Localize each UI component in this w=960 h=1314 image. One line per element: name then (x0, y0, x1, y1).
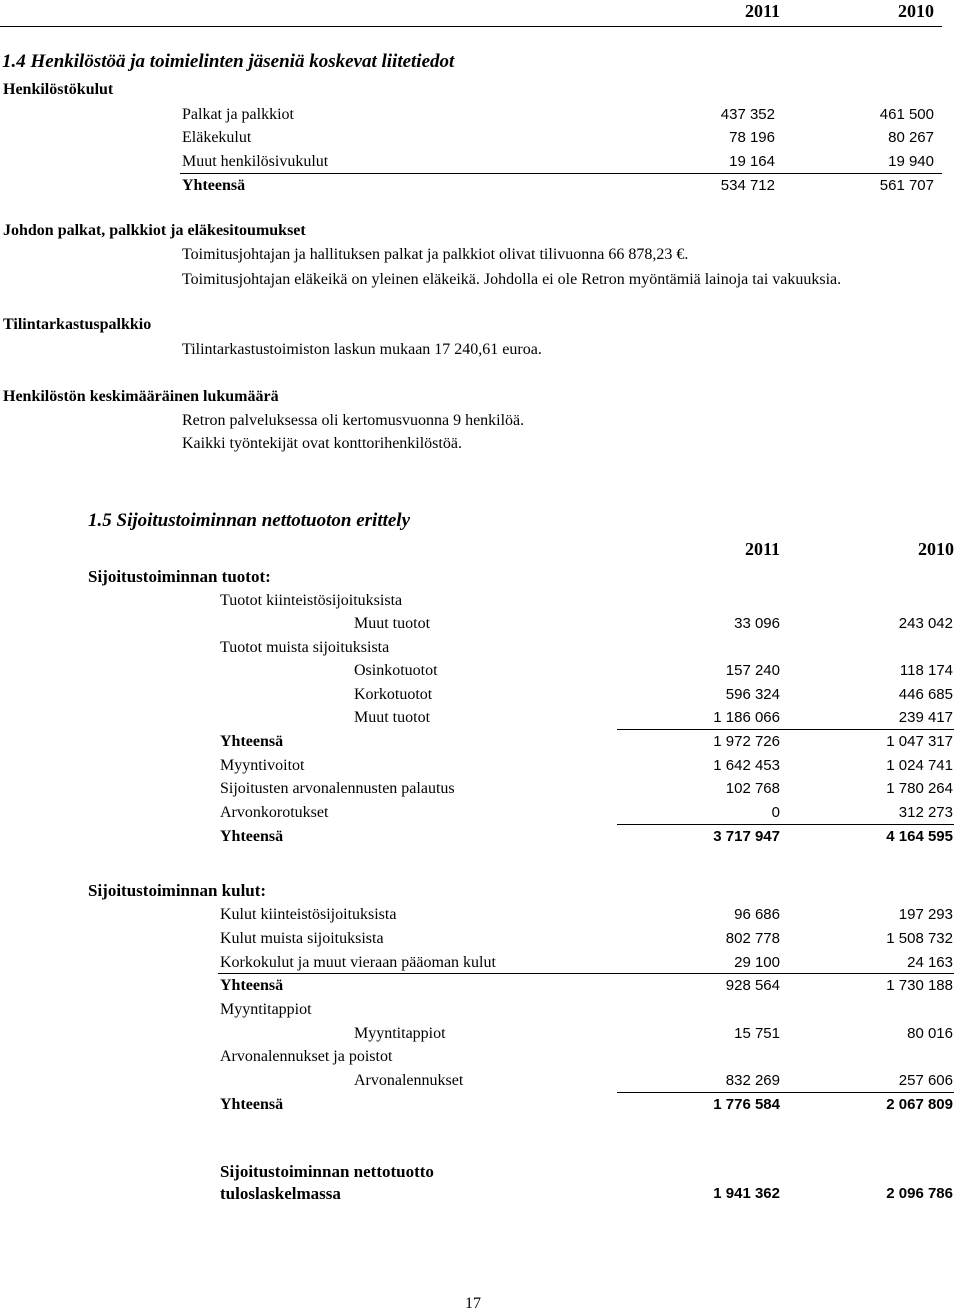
page-number: 17 (465, 1295, 481, 1312)
subtotal-rule (617, 729, 954, 730)
value-2010: 24 163 (907, 954, 953, 971)
net-income-2010: 2 096 786 (886, 1185, 953, 1202)
value-2010: 461 500 (879, 106, 934, 123)
section-1-4-title: 1.4 Henkilöstöä ja toimielinten jäseniä koskevat liitetiedot (2, 51, 455, 72)
row-label: Korkokulut ja muut vieraan pääoman kulut (220, 954, 496, 971)
row-label: Arvonalennukset (354, 1072, 464, 1089)
income-subtotal-2010: 1 047 317 (886, 733, 953, 750)
year-2010-header: 2010 (918, 539, 954, 559)
value-2011: 102 768 (725, 780, 780, 797)
income-subtotal-label: Yhteensä (220, 733, 284, 750)
value-2010: 1 780 264 (886, 780, 953, 797)
value-2011: 1 186 066 (713, 709, 780, 726)
value-2011: 437 352 (720, 106, 775, 123)
subtotal-rule (218, 973, 954, 974)
headcount-heading: Henkilöstön keskimääräinen lukumäärä (3, 388, 279, 405)
income-total-label: Yhteensä (220, 828, 284, 845)
row-label: Kulut kiinteistösijoituksista (220, 906, 397, 923)
management-line: Toimitusjohtajan eläkeikä on yleinen eläkeikä. Johdolla ei ole Retron myöntämiä lainoja tai vakuuksia. (182, 271, 842, 288)
net-income-label-line2: tuloslaskelmassa (220, 1184, 341, 1203)
value-2010: 80 016 (907, 1025, 953, 1042)
value-2010: 19 940 (888, 153, 934, 170)
re-income-heading: Tuotot kiinteistösijoituksista (220, 592, 403, 609)
value-2011: 0 (771, 804, 780, 821)
value-2011: 33 096 (734, 615, 780, 632)
row-label: Kulut muista sijoituksista (220, 930, 384, 947)
value-2010: 1 508 732 (886, 930, 953, 947)
value-2010: 80 267 (888, 129, 934, 146)
income-total-2010: 4 164 595 (886, 828, 953, 845)
value-2010: 446 685 (898, 686, 953, 703)
value-2011: 19 164 (729, 153, 775, 170)
audit-heading: Tilintarkastuspalkkio (3, 316, 152, 333)
row-label: Muut tuotot (354, 709, 431, 726)
value-2011: 1 642 453 (713, 757, 780, 774)
net-income-label-line1: Sijoitustoiminnan nettotuotto (220, 1162, 434, 1181)
row-label: Arvonkorotukset (220, 804, 329, 821)
value-2011: 29 100 (734, 954, 780, 971)
income-heading: Sijoitustoiminnan tuotot: (88, 567, 271, 586)
management-line: Toimitusjohtajan ja hallituksen palkat ja palkkiot olivat tilivuonna 66 878,23 €. (182, 246, 689, 263)
row-label: Eläkekulut (182, 129, 252, 146)
year-2010-header: 2010 (898, 1, 934, 21)
row-label: Myyntivoitot (220, 757, 305, 774)
value-2011: 15 751 (734, 1025, 780, 1042)
row-label: Myyntitappiot (354, 1025, 446, 1042)
headcount-line: Kaikki työntekijät ovat konttorihenkilöstöä. (182, 435, 462, 452)
value-2010: 1 024 741 (886, 757, 953, 774)
impairment-heading: Arvonalennukset ja poistot (220, 1048, 393, 1065)
top-rule (0, 26, 942, 27)
year-2011-header: 2011 (744, 1, 780, 21)
staff-total-label: Yhteensä (182, 177, 246, 194)
costs-subtotal-label: Yhteensä (220, 977, 284, 994)
costs-total-label: Yhteensä (220, 1096, 284, 1113)
value-2011: 802 778 (725, 930, 780, 947)
value-2011: 596 324 (725, 686, 780, 703)
value-2011: 832 269 (725, 1072, 780, 1089)
row-label: Palkat ja palkkiot (182, 106, 294, 123)
row-label: Muut tuotot (354, 615, 431, 632)
row-label: Osinkotuotot (354, 662, 438, 679)
staff-total-2010: 561 707 (879, 177, 934, 194)
staff-costs-heading: Henkilöstökulut (3, 81, 114, 98)
costs-total-2011: 1 776 584 (713, 1096, 780, 1113)
value-2011: 78 196 (729, 129, 775, 146)
total-rule (180, 173, 942, 174)
audit-line: Tilintarkastustoimiston laskun mukaan 17 240,61 euroa. (182, 341, 542, 358)
staff-total-2011: 534 712 (720, 177, 775, 194)
income-subtotal-2011: 1 972 726 (713, 733, 780, 750)
costs-heading: Sijoitustoiminnan kulut: (88, 881, 267, 900)
value-2010: 257 606 (898, 1072, 953, 1089)
sales-loss-heading: Myyntitappiot (220, 1001, 312, 1018)
value-2010: 243 042 (898, 615, 953, 632)
row-label: Sijoitusten arvonalennusten palautus (220, 780, 455, 797)
management-heading: Johdon palkat, palkkiot ja eläkesitoumukset (3, 222, 306, 239)
value-2010: 197 293 (898, 906, 953, 923)
value-2010: 239 417 (898, 709, 953, 726)
headcount-line: Retron palveluksessa oli kertomusvuonna 9 henkilöä. (182, 412, 525, 429)
value-2011: 157 240 (725, 662, 780, 679)
section-1-5-title: 1.5 Sijoitustoiminnan nettotuoton erittely (88, 510, 411, 531)
row-label: Korkotuotot (354, 686, 433, 703)
costs-total-2010: 2 067 809 (886, 1096, 953, 1113)
total-rule (617, 1092, 954, 1093)
value-2011: 96 686 (734, 906, 780, 923)
year-2011-header: 2011 (744, 539, 780, 559)
net-income-2011: 1 941 362 (713, 1185, 780, 1202)
value-2010: 118 174 (899, 662, 953, 679)
costs-subtotal-2010: 1 730 188 (886, 977, 953, 994)
row-label: Muut henkilösivukulut (182, 153, 329, 170)
value-2010: 312 273 (898, 804, 953, 821)
total-rule (617, 824, 954, 825)
other-income-heading: Tuotot muista sijoituksista (220, 639, 390, 656)
costs-subtotal-2011: 928 564 (725, 977, 780, 994)
income-total-2011: 3 717 947 (713, 828, 780, 845)
